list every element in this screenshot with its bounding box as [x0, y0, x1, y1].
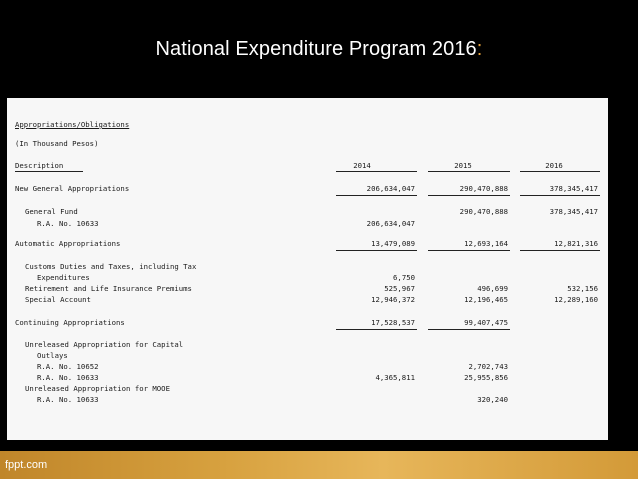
row-label: R.A. No. 10633	[37, 373, 99, 382]
footer-brand: fppt.com	[5, 459, 48, 471]
row-label: R.A. No. 10633	[37, 395, 99, 404]
subtotal-line-2014	[336, 329, 417, 330]
row-value-2014: 13,479,089	[371, 239, 415, 248]
row-value-2015: 290,470,888	[459, 184, 508, 193]
subtotal-line-2016	[520, 250, 600, 251]
row-label: Unreleased Appropriation for Capital	[25, 340, 184, 349]
row-label: Unreleased Appropriation for MOOE	[25, 384, 170, 393]
row-value-2016: 12,289,160	[554, 295, 598, 304]
row-value-2014: 525,967	[384, 284, 415, 293]
footer-bar	[0, 451, 638, 479]
row-value-2014: 17,528,537	[371, 318, 415, 327]
row-value-2014: 206,634,047	[366, 219, 415, 228]
subtotal-line-2014	[336, 250, 417, 251]
row-label: Automatic Appropriations	[15, 239, 121, 248]
slide-title	[0, 38, 638, 61]
header-description: Description	[15, 161, 64, 170]
row-value-2014: 4,365,811	[375, 373, 415, 382]
row-label: R.A. No. 10633	[37, 219, 99, 228]
unit-note: (In Thousand Pesos)	[15, 139, 99, 148]
header-underline-description	[15, 171, 83, 172]
header-underline-2016	[520, 171, 600, 172]
row-value-2016: 378,345,417	[549, 184, 598, 193]
subtotal-line-2014	[336, 195, 417, 196]
header-2014: 2014	[353, 161, 371, 170]
subtotal-line-2015	[428, 195, 510, 196]
subtotal-line-2016	[520, 195, 600, 196]
document-image	[7, 98, 608, 440]
row-label: R.A. No. 10652	[37, 362, 99, 371]
row-value-2016: 378,345,417	[549, 207, 598, 216]
row-value-2015: 12,196,465	[464, 295, 508, 304]
row-label: General Fund	[25, 207, 78, 216]
row-label: Expenditures	[37, 273, 90, 282]
row-value-2015: 2,702,743	[468, 362, 508, 371]
header-underline-2015	[428, 171, 510, 172]
row-value-2014: 6,750	[393, 273, 415, 282]
row-label: Retirement and Life Insurance Premiums	[25, 284, 192, 293]
row-label: Outlays	[37, 351, 68, 360]
row-value-2015: 496,699	[477, 284, 508, 293]
row-value-2016: 12,821,316	[554, 239, 598, 248]
slide-title-text: National Expenditure Program 2016	[155, 38, 477, 60]
row-label: Customs Duties and Taxes, including Tax	[25, 262, 197, 271]
row-value-2016: 532,156	[567, 284, 598, 293]
section-title: Appropriations/Obligations	[15, 120, 130, 129]
row-value-2014: 12,946,372	[371, 295, 415, 304]
row-value-2014: 206,634,047	[366, 184, 415, 193]
row-value-2015: 99,407,475	[464, 318, 508, 327]
slide-title-colon: :	[476, 38, 483, 60]
row-value-2015: 25,955,856	[464, 373, 508, 382]
subtotal-line-2015	[428, 250, 510, 251]
row-value-2015: 290,470,888	[459, 207, 508, 216]
header-2016: 2016	[545, 161, 563, 170]
row-label: New General Appropriations	[15, 184, 130, 193]
row-value-2015: 320,240	[477, 395, 508, 404]
subtotal-line-2015	[428, 329, 510, 330]
row-value-2015: 12,693,164	[464, 239, 508, 248]
row-label: Special Account	[25, 295, 91, 304]
header-underline-2014	[336, 171, 417, 172]
header-2015: 2015	[454, 161, 472, 170]
row-label: Continuing Appropriations	[15, 318, 125, 327]
